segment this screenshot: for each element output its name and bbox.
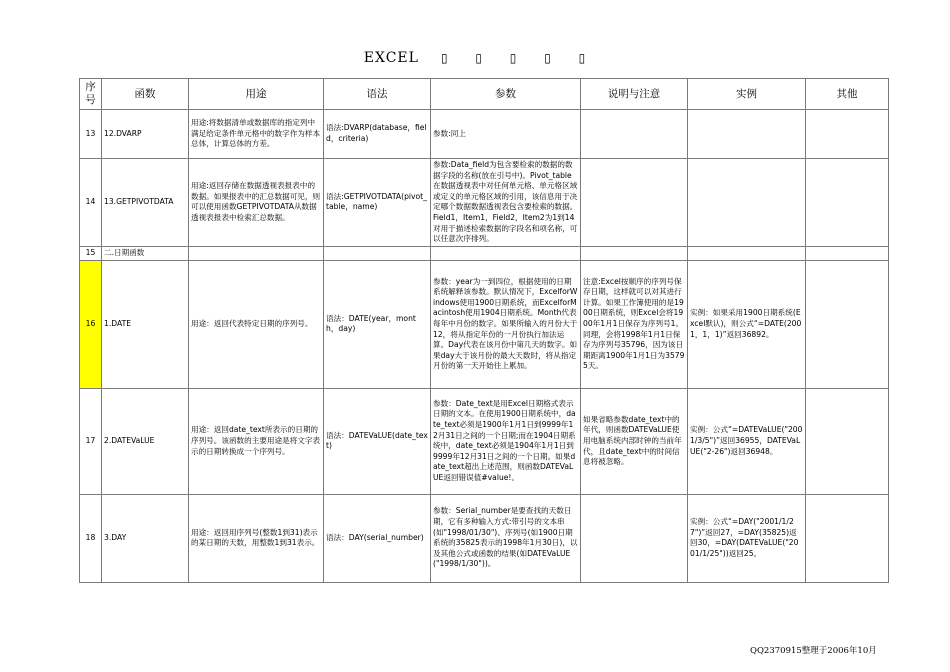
footer-credit: QQ2370915整理于2006年10月	[750, 646, 877, 656]
cell-example	[688, 110, 806, 159]
cell-syntax: 语法：DAY(serial_number)	[324, 494, 431, 582]
cell-example	[688, 159, 806, 247]
header-syntax: 语法	[324, 79, 431, 110]
cell-example: 实例：如果采用1900日期系统(Excel默认)，则公式“=DATE(2001，1，1)”返回36892。	[688, 260, 806, 388]
header-params: 参数	[431, 79, 581, 110]
document-title	[0, 50, 950, 66]
cell-notes	[581, 110, 688, 159]
cell-seq: 14	[80, 159, 102, 247]
title-text: EXCEL	[363, 50, 419, 66]
cell-example	[688, 246, 806, 260]
table-row	[80, 246, 889, 260]
cell-syntax: 语法：DATE(year，month，day)	[324, 260, 431, 388]
cell-example: 实例：公式“=DAY("2001/1/27")”返回27，=DAY(35825)返回30，=DAY(DATEVaLUE("2001/1/25"))返回25。	[688, 494, 806, 582]
cell-other	[806, 260, 889, 388]
header-row	[80, 79, 889, 110]
cell-example: 实例：公式“=DATEVaLUE("2001/3/5")”返回36955，DATEVaLUE("2-26")返回36948。	[688, 388, 806, 494]
cell-params	[431, 246, 581, 260]
cell-seq-highlighted: 16	[80, 260, 102, 388]
header-example: 实例	[688, 79, 806, 110]
table-row	[80, 260, 889, 388]
cell-usage: 用途:将数据清单或数据库的指定列中满足给定条件单元格中的数字作为样本总体，计算总体的方差。	[189, 110, 324, 159]
table-row	[80, 159, 889, 247]
cell-params: 参数：Date_text是用Excel日期格式表示日期的文本。在使用1900日期系统中，date_text必须是1900年1月1日到9999年12月31日之间的一个日期;而在1904日期系统中，date_text必须是1904年1月1日到9999年12月31日之间的一个日期。如果date_text超出上述范围，则函数DATEVaLUE返回错误值#value!。	[431, 388, 581, 494]
cell-notes: 注意:Excel按顺序的序列号保存日期，这样就可以对其进行计算。如果工作簿使用的是1900日期系统，则Excel会将1900年1月1日保存为序列号1。同理，会将1998年1月1日保存为序列号35796，因为该日期距离1900年1月1日为35795天。	[581, 260, 688, 388]
cell-usage: 用途：返回date_text所表示的日期的序列号。该函数的主要用途是将文字表示的日期转换成一个序列号。	[189, 388, 324, 494]
cell-seq: 17	[80, 388, 102, 494]
cell-syntax: 语法:GETPIVOTDATA(pivot_table，name)	[324, 159, 431, 247]
cell-other	[806, 246, 889, 260]
cell-params: 参数:Data_field为包含要检索的数据的数据字段的名称(放在引号中)。Pivot_table在数据透视表中对任何单元格、单元格区域或定义的单元格区域的引用，该信息用于决定哪个数据数据透视表包含要检索的数据。Field1，Item1，Field2，Item2为1到14对用于描述检索数据的字段名和项名称，可以任意次序排列。	[431, 159, 581, 247]
cell-function: 12.DVARP	[102, 110, 189, 159]
cell-syntax: 语法：DATEVaLUE(date_text)	[324, 388, 431, 494]
cell-params: 参数：Serial_number是要查找的天数日期，它有多种输入方式:带引号的文本串(如"1998/01/30")、序列号(如1900日期系统的35825表示的1998年1月30日)，以及其他公式或函数的结果(如DATEVaLUE("1998/1/30"))。	[431, 494, 581, 582]
table-row	[80, 388, 889, 494]
cell-seq: 15	[80, 246, 102, 260]
cell-other	[806, 159, 889, 247]
cell-notes: 如果省略参数date_text中的年代，则函数DATEVaLUE使用电脑系统内部时钟的当前年代，且date_text中的时间信息将被忽略。	[581, 388, 688, 494]
header-function: 函数	[102, 79, 189, 110]
cell-params: 参数：year为一到四位，根据使用的日期系统解释该参数。默认情况下，ExcelforWindows使用1900日期系统，而ExcelforMacintosh使用1904日期系统。Month代表每年中月份的数字。如果所输入的月份大于12，将从指定年份的一月份执行加法运算。Day代表在该月份中第几天的数字。如果day大于该月份的最大天数时，将从指定月份的第一天开始往上累加。	[431, 260, 581, 388]
header-usage: 用途	[189, 79, 324, 110]
cell-seq: 13	[80, 110, 102, 159]
header-notes: 说明与注意	[581, 79, 688, 110]
cell-function: 1.DATE	[102, 260, 189, 388]
cell-other	[806, 388, 889, 494]
cell-other	[806, 494, 889, 582]
cell-seq: 18	[80, 494, 102, 582]
title-missing-glyphs: ▯ ▯ ▯ ▯ ▯	[440, 51, 587, 65]
header-other: 其他	[806, 79, 889, 110]
cell-function: 13.GETPIVOTDATA	[102, 159, 189, 247]
table-row	[80, 494, 889, 582]
cell-function: 2.DATEVaLUE	[102, 388, 189, 494]
cell-other	[806, 110, 889, 159]
cell-notes	[581, 246, 688, 260]
cell-function: 二.日期函数	[102, 246, 189, 260]
cell-usage	[189, 246, 324, 260]
cell-usage: 用途：返回代表特定日期的序列号。	[189, 260, 324, 388]
cell-notes	[581, 159, 688, 247]
cell-function: 3.DAY	[102, 494, 189, 582]
cell-notes	[581, 494, 688, 582]
function-table	[79, 78, 889, 583]
cell-usage: 用途：返回用序列号(整数1到31)表示的某日期的天数，用整数1到31表示。	[189, 494, 324, 582]
cell-syntax: 语法:DVARP(database，field，criteria)	[324, 110, 431, 159]
header-seq: 序 号	[80, 79, 102, 110]
table-row	[80, 110, 889, 159]
cell-syntax	[324, 246, 431, 260]
cell-usage: 用途:返回存储在数据透视表报表中的数据。如果报表中的汇总数据可见，则可以使用函数GETPIVOTDATA从数据透视表报表中检索汇总数据。	[189, 159, 324, 247]
cell-params: 参数:同上	[431, 110, 581, 159]
